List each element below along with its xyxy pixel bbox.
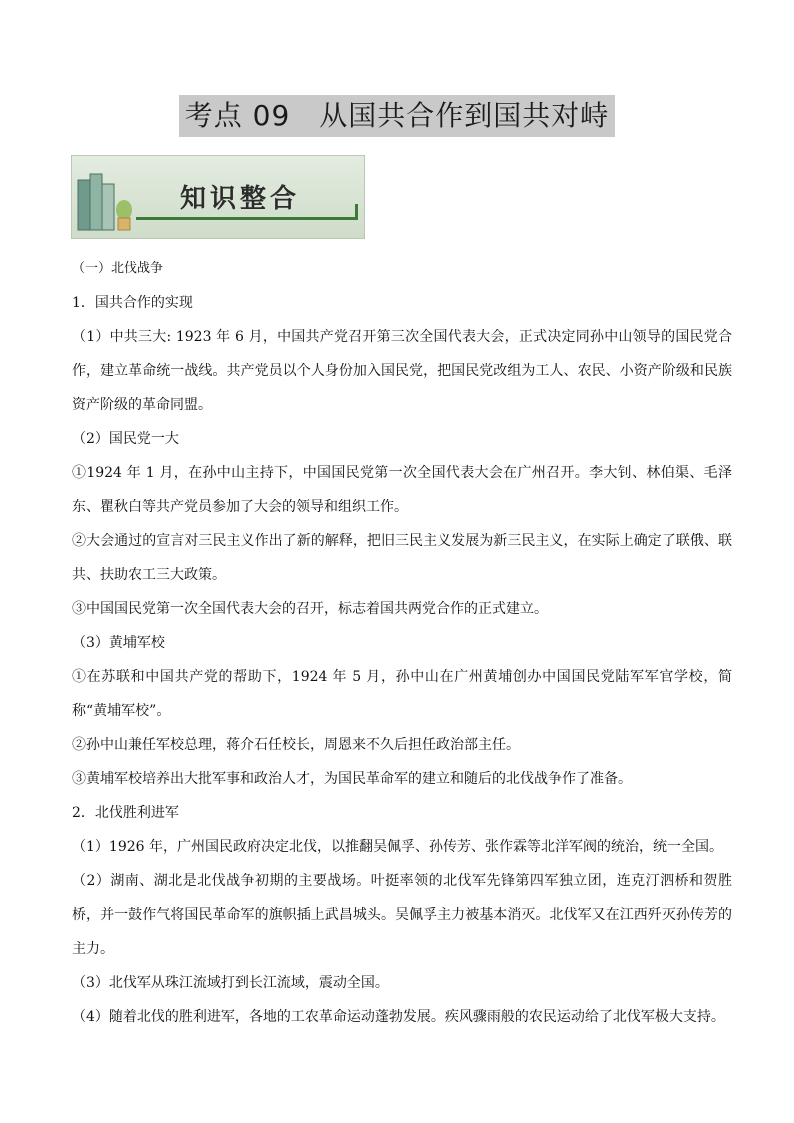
subsection-heading: 1．国共合作的实现	[72, 295, 193, 311]
paragraph: ①在苏联和中国共产党的帮助下，1924 年 5 月，孙中山在广州黄埔创办中国国民党陆军军官学校，简称“黄埔军校”。	[72, 669, 732, 719]
subsection-heading: （3）黄埔军校	[72, 635, 165, 651]
section-banner	[71, 155, 365, 239]
paragraph: （2）湖南、湖北是北伐战争初期的主要战场。叶挺率领的北伐军先锋第四军独立团，连克汀泗桥和贺胜桥，并一鼓作气将国民革命军的旗帜插上武昌城头。吴佩孚主力被基本消灭。北伐军又在江西歼灭孙传芳的主力。	[72, 873, 732, 957]
title-wrap	[0, 95, 794, 137]
paragraph: ①1924 年 1 月，在孙中山主持下，中国国民党第一次全国代表大会在广州召开。李大钊、林伯渠、毛泽东、瞿秋白等共产党员参加了大会的领导和组织工作。	[72, 465, 732, 515]
document-body	[72, 252, 732, 1034]
paragraph: （1）1926 年，广州国民政府决定北伐，以推翻吴佩孚、孙传芳、张作霖等北洋军阀的统治，统一全国。	[72, 839, 723, 855]
subsection-heading: 2．北伐胜利进军	[72, 805, 179, 821]
paragraph: ③中国国民党第一次全国代表大会的召开，标志着国共两党合作的正式建立。	[72, 601, 548, 617]
paragraph: ②大会通过的宣言对三民主义作出了新的解释，把旧三民主义发展为新三民主义，在实际上确定了联俄、联共、扶助农工三大政策。	[72, 533, 732, 583]
paragraph: （4）随着北伐的胜利进军，各地的工农革命运动蓬勃发展。疾风骤雨般的农民运动给了北伐军极大支持。	[72, 1009, 725, 1025]
banner-underline-end	[355, 204, 358, 220]
banner-underline	[136, 217, 358, 220]
banner-label: 知识整合	[180, 184, 301, 214]
section-heading: （一）北伐战争	[72, 261, 164, 276]
paragraph: （3）北伐军从珠江流域打到长江流域，震动全国。	[72, 975, 389, 991]
page-title: 考点 09 从国共合作到国共对峙	[179, 95, 616, 137]
paragraph: ②孙中山兼任军校总理，蒋介石任校长，周恩来不久后担任政治部主任。	[72, 737, 520, 753]
paragraph: （1）中共三大: 1923 年 6 月，中国共产党召开第三次全国代表大会，正式决定同孙中山领导的国民党合作，建立革命统一战线。共产党员以个人身份加入国民党，把国民党改组为工人、农民、小资产阶级和民族资产阶级的革命同盟。	[72, 329, 732, 413]
books-icon	[76, 166, 136, 236]
paragraph: ③黄埔军校培养出大批军事和政治人才，为国民革命军的建立和随后的北伐战争作了准备。	[72, 771, 632, 787]
subsection-heading: （2）国民党一大	[72, 431, 179, 447]
